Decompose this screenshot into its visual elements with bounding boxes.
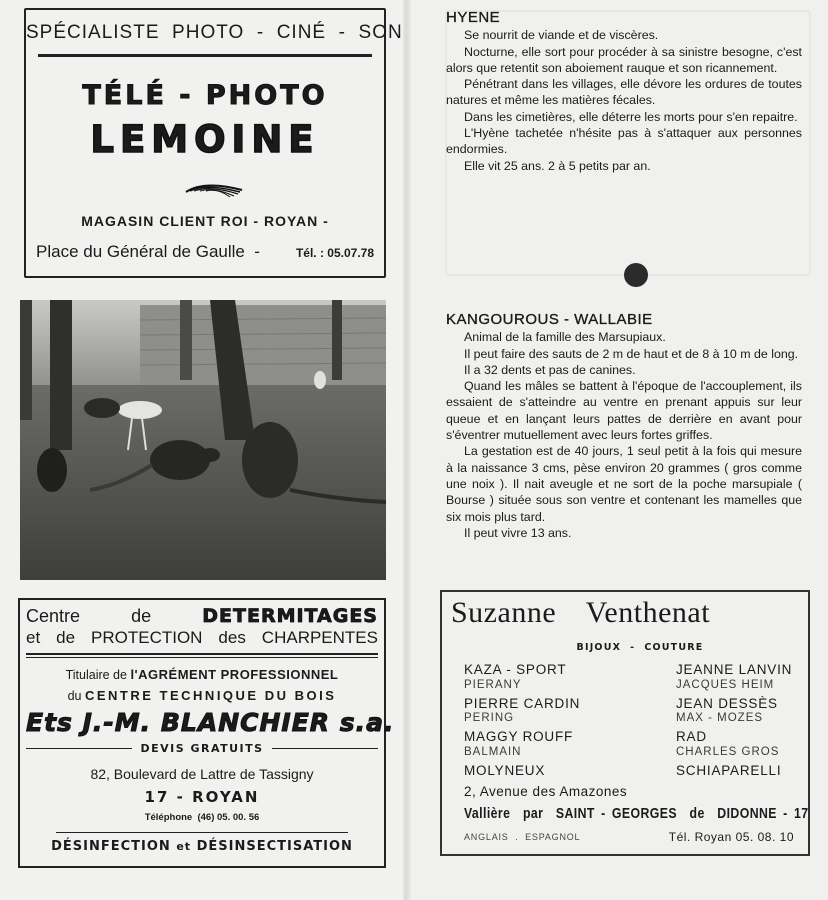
feather-logo-icon <box>184 178 244 198</box>
ad-accreditation-body <box>20 688 384 703</box>
ad-tele-photo-lemoine <box>24 8 403 278</box>
text-bold: CENTRE TECHNIQUE DU BOIS <box>84 688 337 703</box>
stork-dark <box>84 398 120 418</box>
brand-item: KAZA - SPORT <box>464 662 567 677</box>
brand-item: BALMAIN <box>464 745 522 758</box>
photo-illustration <box>20 300 386 580</box>
brand-item: PIERANY <box>464 678 522 691</box>
wallaby <box>37 448 67 492</box>
text: du <box>67 689 85 703</box>
article-paragraph: Il peut vivre 13 ans. <box>464 525 572 540</box>
brand-item: JEAN DESSÈS <box>676 695 778 711</box>
word: Centre <box>26 606 81 626</box>
ad-address: 82, Boulevard de Lattre de Tassigny <box>90 766 314 782</box>
brand-item: CHARLES GROS <box>676 745 780 758</box>
divider <box>272 748 378 749</box>
ad-determitages <box>18 598 395 868</box>
divider <box>56 832 348 833</box>
ad-company-name: Ets J.-M. BLANCHIER s.a. <box>26 708 395 737</box>
word: de <box>131 606 152 626</box>
article-paragraph: Nocturne, elle sort pour procéder à sa sinistre besogne, c'est alors que retentit son aboiement rauque et son ricannement. <box>446 44 802 75</box>
ad-devis-row <box>26 742 378 755</box>
ad-address: Place du Général de Gaulle - <box>36 242 260 261</box>
text: et <box>176 840 192 853</box>
article-paragraph: Il peut faire des sauts de 2 m de haut et de 8 à 10 m de long. <box>464 346 799 361</box>
brand-item: RAD <box>676 729 707 745</box>
article-paragraph: Se nourrit de viande et de viscères. <box>464 28 659 43</box>
wallaby <box>242 422 298 498</box>
ad-town: Vallière par SAINT - GEORGES de DIDONNE - 17 <box>464 805 809 822</box>
brand-list-right <box>676 662 792 780</box>
divider <box>26 657 378 658</box>
article-hyene <box>446 10 802 174</box>
stork <box>314 371 326 389</box>
ad-tagline: SPÉCIALISTE PHOTO - CINÉ - SON <box>26 22 403 43</box>
brand-item: PERING <box>464 712 515 725</box>
ad-shop-line: MAGASIN CLIENT ROI - ROYAN - <box>81 213 329 229</box>
article-title: KANGOUROUS - WALLABIE <box>446 311 653 328</box>
article-paragraph: Il a 32 dents et pas de canines. <box>464 362 636 377</box>
article-paragraph: Animal de la famille des Marsupiaux. <box>464 330 666 345</box>
ad-title-determitages: DETERMITAGES <box>202 605 378 627</box>
ad-address: 2, Avenue des Amazones <box>464 784 628 799</box>
ad-phone: Tél. : 05.07.78 <box>295 246 374 260</box>
text: DÉSINSECTISATION <box>196 839 353 854</box>
brand-list-left <box>464 662 580 780</box>
divider <box>26 653 378 655</box>
ad-title-line1 <box>26 605 378 627</box>
ad-devis: DEVIS GRATUITS <box>140 742 264 755</box>
text: Titulaire de <box>65 668 131 682</box>
article-paragraph: La gestation est de 40 jours, 1 seul petit à la fois qui mesure à la naissance 3 cms, pèse environ 20 grammes ( gros comme une noix ). Il nait aveugle et ne sort de la poche marsupiale ( Bourse ) située sous son ventre et contenant les mamelles que six mois plus tard. <box>446 444 802 524</box>
word: de <box>56 628 76 647</box>
ad-brand: LEMOINE <box>90 118 320 161</box>
word: PROTECTION <box>91 628 203 647</box>
ad-phone: Téléphone (46) 05. 00. 56 <box>144 812 260 823</box>
tree-trunk <box>50 300 72 450</box>
divider <box>26 748 132 749</box>
ad-city: 17 - ROYAN <box>144 788 260 806</box>
word: et <box>26 628 41 647</box>
page-fold <box>403 0 411 900</box>
divider <box>38 54 372 57</box>
word: CHARPENTES <box>261 628 378 647</box>
article-paragraph: Elle vit 25 ans. 2 à 5 petits par an. <box>464 158 651 173</box>
text-bold: l'AGRÉMENT PROFESSIONNEL <box>130 667 339 682</box>
ad-title-line2 <box>26 628 378 648</box>
ad-suzanne-venthenat <box>440 590 810 856</box>
ad-phone: Tél. Royan 05. 08. 10 <box>668 830 794 844</box>
article-paragraph: Quand les mâles se battent à l'époque de l'accouplement, ils essaient de s'atteindre au ventre en prenant appuis sur leur queue et en lançant leurs pattes de derrière en avant pour s'éventrer mutuellement avec leurs fortes griffes. <box>446 379 802 443</box>
article-paragraph: L'Hyène tachetée n'hésite pas à s'attaquer aux personnes endormies. <box>446 126 802 157</box>
stone-wall <box>140 305 386 385</box>
brand-item: MOLYNEUX <box>464 762 546 778</box>
brand-item: JEANNE LANVIN <box>676 662 793 677</box>
word: des <box>218 628 246 647</box>
ad-services <box>20 839 384 854</box>
stork <box>118 401 162 419</box>
brand-item: JACQUES HEIM <box>676 678 775 691</box>
brand-item: MAGGY ROUFF <box>464 729 574 745</box>
article-kangourous <box>446 312 802 541</box>
ad-heading: TÉLÉ - PHOTO <box>82 80 328 111</box>
ad-accreditation <box>20 667 384 682</box>
brand-item: MAX - MOZES <box>676 712 764 725</box>
wallaby <box>150 440 210 480</box>
brand-item: PIERRE CARDIN <box>464 695 581 711</box>
ad-languages: ANGLAIS . ESPAGNOL <box>464 832 581 842</box>
text: DÉSINFECTION <box>51 839 171 854</box>
kangaroo-photo <box>20 300 386 580</box>
brand-item: SCHIAPARELLI <box>676 762 782 778</box>
bullet-dot-icon <box>624 263 648 287</box>
article-paragraph: Pénétrant dans les villages, elle dévore les ordures de toutes natures et même les matières fécales. <box>446 77 802 108</box>
article-paragraph: Dans les cimetières, elle déterre les morts pour s'en repaitre. <box>464 109 798 124</box>
ad-brand: Suzanne Venthenat <box>451 596 711 629</box>
ad-subtitle: BIJOUX - COUTURE <box>576 642 704 653</box>
article-title: HYENE <box>446 9 501 26</box>
